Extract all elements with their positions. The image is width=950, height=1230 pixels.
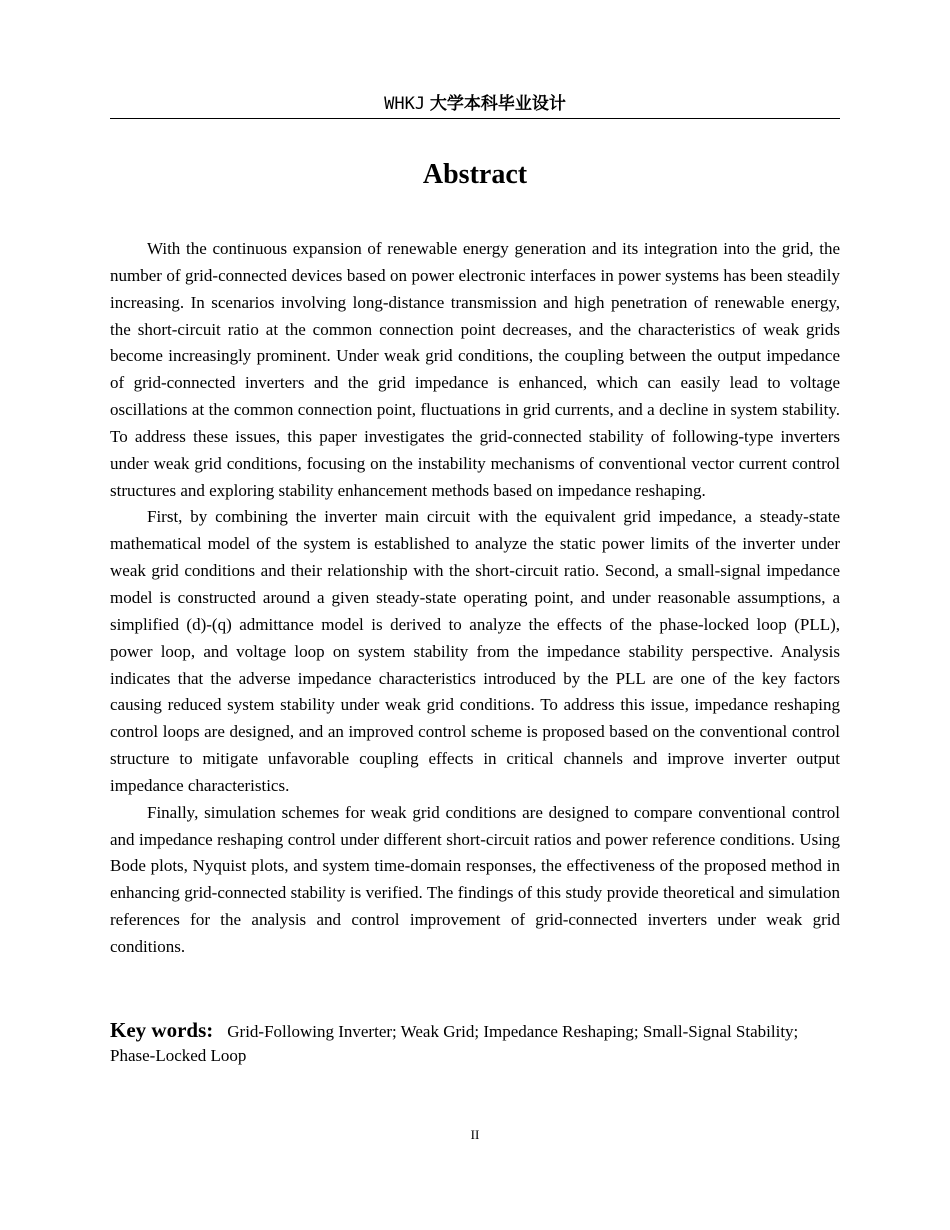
header-university-code: WHKJ (384, 94, 426, 114)
abstract-paragraph-3: Finally, simulation schemes for weak grid conditions are designed to compare conventional control and impedance reshaping control under different short-circuit ratios and power reference conditions. Using Bode plots, Nyquist plots, and system time-domain responses, the effectiveness of the proposed method in enhancing grid-connected stability is verified. The findings of this study provide theoretical and simulation references for the analysis and control improvement of grid-connected inverters under weak grid conditions. (110, 802, 840, 956)
abstract-paragraph-1: With the continuous expansion of renewable energy generation and its integration into the grid, the number of grid-connected devices based on power electronic interfaces in power systems has been steadily increasing. In scenarios involving long-distance transmission and high penetration of renewable energy, the short-circuit ratio at the common connection point decreases, and the characteristics of weak grids become increasingly prominent. Under weak grid conditions, the coupling between the output impedance of grid-connected inverters and the grid impedance is enhanced, which can easily lead to voltage oscillations at the common connection point, fluctuations in grid currents, and a decline in system stability. To address these issues, this paper investigates the grid-connected stability of following-type inverters under weak grid conditions, focusing on the instability mechanisms of conventional vector current control structures and exploring stability enhancement methods based on impedance reshaping. (110, 239, 840, 500)
page-header (110, 92, 840, 119)
keywords-label: Key words: (110, 1018, 214, 1042)
abstract-body (110, 236, 840, 961)
abstract-paragraph-2: First, by combining the inverter main circuit with the equivalent grid impedance, a steady-state mathematical model of the system is established to analyze the static power limits of the inverter under weak grid conditions and their relationship with the short-circuit ratio. Second, a small-signal impedance model is constructed around a given steady-state operating point, and under reasonable assumptions, a simplified (d)-(q) admittance model is derived to analyze the effects of the phase-locked loop (PLL), power loop, and voltage loop on system stability from the impedance stability perspective. Analysis indicates that the adverse impedance characteristics introduced by the PLL are one of the key factors causing reduced system stability under weak grid conditions. To address this issue, impedance reshaping control loops are designed, and an improved control scheme is proposed based on the conventional control structure to mitigate unfavorable coupling effects in critical channels and improve inverter output impedance characteristics. (110, 507, 840, 795)
keywords-text: Grid-Following Inverter; Weak Grid; Impedance Reshaping; Small-Signal Stability; Phase-Locked Loop (110, 1022, 799, 1065)
abstract-title: Abstract (422, 159, 528, 190)
page-number: II (470, 1127, 480, 1142)
keywords-section (110, 1018, 840, 1068)
header-thesis-type: 大学本科毕业设计 (429, 94, 566, 114)
